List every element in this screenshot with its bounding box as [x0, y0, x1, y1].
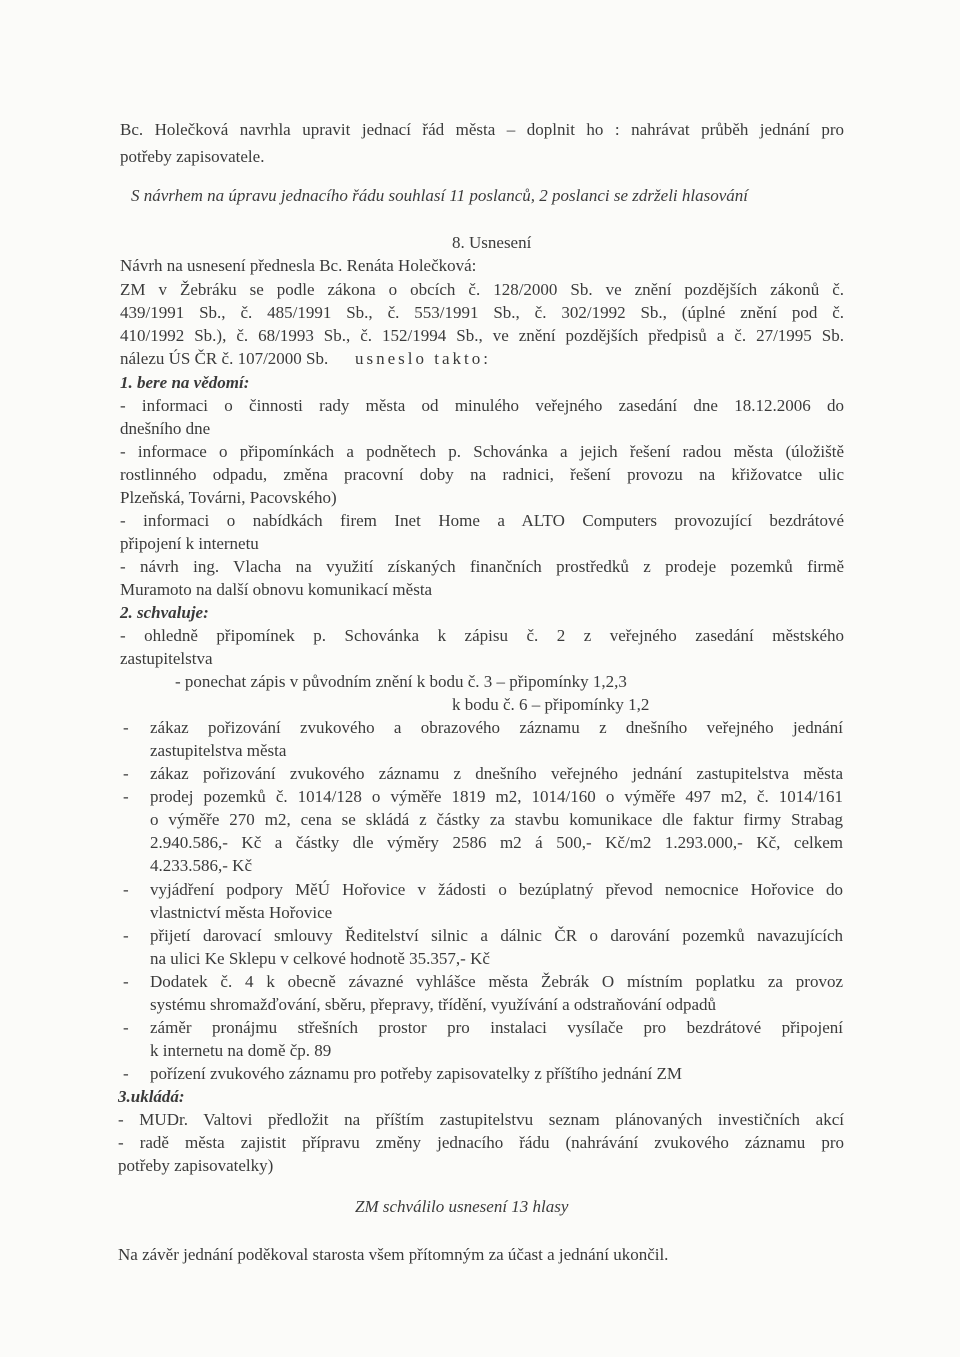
bullet-text: 4.233.586,- Kč — [150, 856, 252, 875]
bullet-dash: - — [123, 787, 129, 806]
bullet-text: systému shromažďování, sběru, přepravy, třídění, využívání a odstraňování odpadů — [150, 995, 717, 1014]
section-3-title: 3.ukládá: — [118, 1087, 185, 1106]
resolution-line: 410/1992 Sb.), č. 68/1993 Sb., č. 152/1994 Sb., ve znění pozdějších předpisů a č. 27/1995 Sb. — [120, 326, 844, 345]
section-3-line: potřeby zapisovatelky) — [118, 1156, 274, 1175]
bullet-text: Dodatek č. 4 k obecně závazné vyhlášce města Žebrák O místním poplatku za provoz — [150, 972, 843, 991]
section-1-line: - informace o připomínkách a podnětech p. Schovánka a jejich řešení radou města (úložiště — [120, 442, 844, 461]
section-2-title: 2. schvaluje: — [120, 603, 209, 622]
section-2-line: k bodu č. 6 – připomínky 1,2 — [452, 695, 650, 714]
section-3-line: - MUDr. Valtovi předložit na příštím zastupitelstvu seznam plánovaných investičních akcí — [118, 1110, 844, 1129]
bullet-dash: - — [123, 1018, 129, 1037]
bullet-text: na ulici Ke Sklepu v celkové hodnotě 35.357,- Kč — [150, 949, 490, 968]
resolution-heading: 8. Usnesení — [452, 233, 532, 252]
bullet-text: zastupitelstva města — [150, 741, 287, 760]
section-2-line: zastupitelstva — [120, 649, 213, 668]
bullet-text: k internetu na domě čp. 89 — [150, 1041, 332, 1060]
bullet-dash: - — [123, 880, 129, 899]
closing-text: Na závěr jednání poděkoval starosta všem přítomným za účast a jednání ukončil. — [118, 1245, 669, 1264]
intro-line-1: Bc. Holečková navrhla upravit jednací řád města – doplnit ho : nahrávat průběh jednání pro — [120, 120, 844, 139]
resolved-phrase: usneslo takto: — [355, 349, 491, 368]
section-1-line: rostlinného odpadu, změna pracovní doby na radnici, řešení provozu na křižovatce ulic — [120, 465, 844, 484]
section-2-line: - ohledně připomínek p. Schovánka k zápisu č. 2 z veřejného zasedání městského — [120, 626, 844, 645]
bullet-dash: - — [123, 718, 129, 737]
section-1-title: 1. bere na vědomí: — [120, 373, 250, 392]
bullet-text: pořízení zvukového záznamu pro potřeby zapisovatelky z příštího jednání ZM — [150, 1064, 683, 1083]
resolution-line: ZM v Žebráku se podle zákona o obcích č. 128/2000 Sb. ve znění pozdějších zákonů č. — [120, 280, 844, 299]
bullet-dash: - — [123, 764, 129, 783]
bullet-text: přijetí darovací smlouvy Ředitelství silnic a dálnic ČR o darování pozemků navazujících — [150, 926, 843, 945]
section-1-line: - informaci o nabídkách firem Inet Home a ALTO Computers provozující bezdrátové — [120, 511, 844, 530]
resolution-line: 439/1991 Sb., č. 485/1991 Sb., č. 553/1991 Sb., č. 302/1992 Sb., (úplné znění pod č. — [120, 303, 844, 322]
intro-line-2: potřeby zapisovatele. — [120, 147, 265, 166]
resolution-line: Návrh na usnesení přednesla Bc. Renáta Holečková: — [120, 256, 477, 275]
bullet-dash: - — [123, 1064, 129, 1083]
section-1-line: Muramoto na další obnovu komunikací města — [120, 580, 433, 599]
section-1-line: připojení k internetu — [120, 534, 259, 553]
bullet-text: prodej pozemků č. 1014/128 o výměře 1819 m2, 1014/160 o výměře 497 m2, č. 1014/161 — [150, 787, 843, 806]
section-1-line: Plzeňská, Továrni, Pacovského) — [120, 488, 337, 507]
section-1-line: - informaci o činnosti rady města od minulého veřejného zasedání dne 18.12.2006 do — [120, 396, 844, 415]
section-1-line: - návrh ing. Vlacha na využití získaných finančních prostředků z prodeje pozemků firmě — [120, 557, 844, 576]
approval-note: ZM schválilo usnesení 13 hlasy — [355, 1197, 569, 1216]
bullet-text: o výměře 270 m2, cena se skládá z částky za stavbu komunikace dle faktur firmy Strabag — [150, 810, 843, 829]
bullet-text: 2.940.586,- Kč a částky dle výměry 2586 m2 á 500,- Kč/m2 1.293.000,- Kč, celkem — [150, 833, 843, 852]
section-2-line: - ponechat zápis v původním znění k bodu č. 3 – připomínky 1,2,3 — [175, 672, 627, 691]
vote-result: S návrhem na úpravu jednacího řádu souhlasí 11 poslanců, 2 poslanci se zdrželi hlasování — [131, 186, 749, 205]
bullet-text: zákaz pořizování zvukového záznamu z dnešního veřejného jednání zastupitelstva města — [150, 764, 843, 783]
section-1-line: dnešního dne — [120, 419, 211, 438]
resolution-line: nálezu ÚS ČR č. 107/2000 Sb. — [120, 349, 329, 368]
bullet-text: zákaz pořizování zvukového a obrazového záznamu z dnešního veřejného jednání — [150, 718, 843, 737]
bullet-dash: - — [123, 972, 129, 991]
section-3-line: - radě města zajistit přípravu změny jednacího řádu (nahrávání zvukového záznamu pro — [118, 1133, 844, 1152]
bullet-text: vlastnictví města Hořovice — [150, 903, 333, 922]
bullet-dash: - — [123, 926, 129, 945]
bullet-text: vyjádření podpory MěÚ Hořovice v žádosti o bezúplatný převod nemocnice Hořovice do — [150, 880, 843, 899]
bullet-text: záměr pronájmu střešních prostor pro instalaci vysílače pro bezdrátové připojení — [150, 1018, 843, 1037]
